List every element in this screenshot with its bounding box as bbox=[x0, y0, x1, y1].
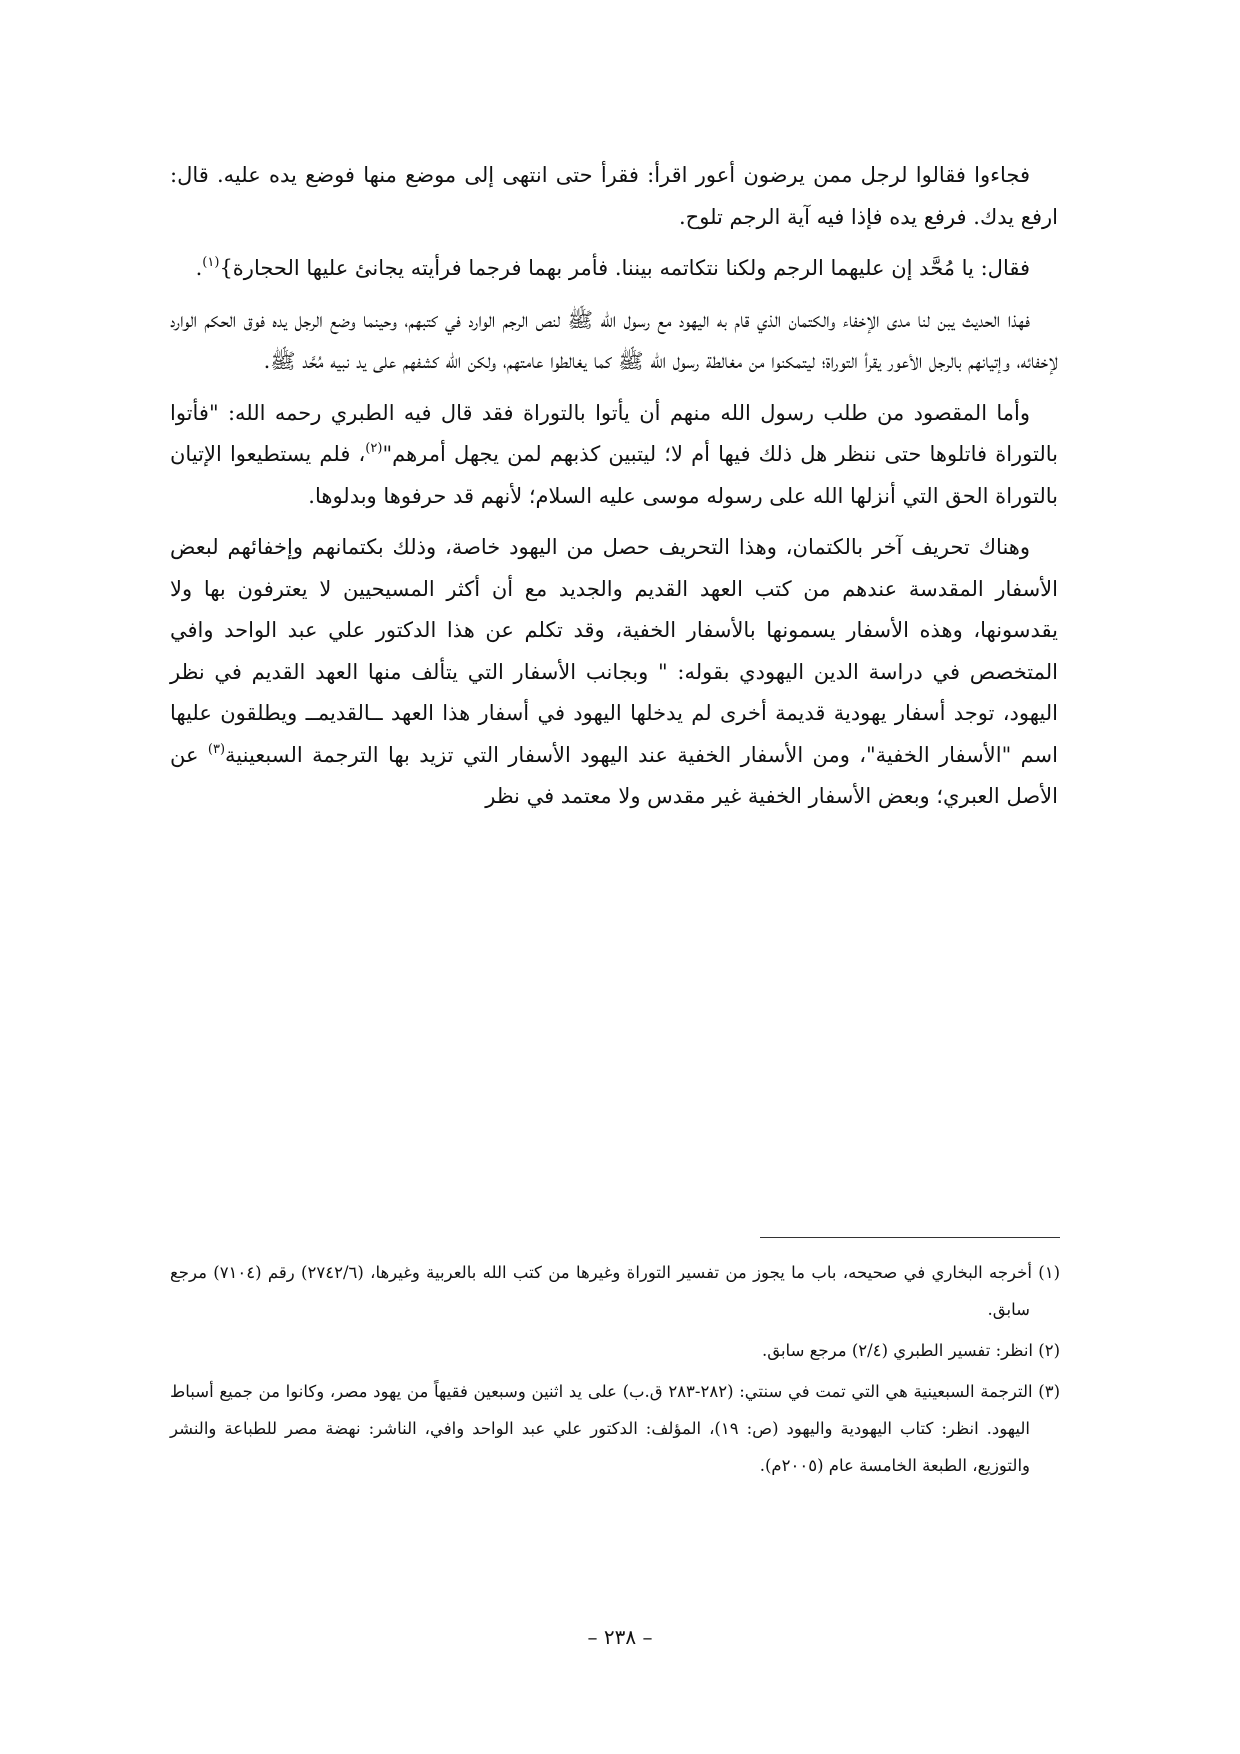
footnote-marker-1[interactable]: (١) bbox=[202, 255, 220, 270]
paragraph-tail: ، فلم يستطيعوا الإتيان بالتوراة الحق التي أنزلها الله على رسوله موسى عليه السلام؛ لأنهم قد حرفوها وبدلوها. bbox=[170, 442, 1058, 508]
paragraph-tail: . bbox=[195, 256, 203, 280]
footnote-separator bbox=[760, 1237, 1060, 1238]
footnotes bbox=[170, 1254, 1060, 1488]
paragraph-text: وهناك تحريف آخر بالكتمان، وهذا التحريف حصل من اليهود خاصة، وذلك بكتمانهم وإخفائهم لبعض الأسفار المقدسة عندهم من كتب العهد القديم والجديد مع أن أكثر المسيحيين لا يعترفون بها ولا يقدسونها، وهذه الأسفار يسمونها بالأسفار الخفية، وقد تكلم عن هذا الدكتور علي عبد الواحد وافي المتخصص في دراسة الدين اليهودي بقوله: " وبجانب الأسفار التي يتألف منها العهد القديم في نظر اليهود، توجد أسفار يهودية قديمة أخرى لم يدخلها اليهود في أسفار هذا العهد ــالقديمــ ويطلقون عليها اسم "الأسفار الخفية"، ومن الأسفار الخفية عند اليهود الأسفار التي تزيد بها الترجمة السبعينية bbox=[170, 535, 1058, 767]
paragraph-3 bbox=[170, 300, 1058, 383]
paragraph-text: وأما المقصود من طلب رسول الله منهم أن يأتوا بالتوراة فقد قال فيه الطبري رحمه الله: "فأتوا بالتوراة فاتلوها حتى ننظر هل ذلك فيها أم لا؛ ليتبين كذبهم لمن يجهل أمرهم" bbox=[170, 400, 1058, 466]
page-number: – ٢٣٨ – bbox=[587, 1625, 653, 1649]
footnote-marker-2[interactable]: (٢) bbox=[365, 441, 383, 456]
paragraph-text: فهذا الحديث يبن لنا مدى الإخفاء والكتمان الذي قام به اليهود مع رسول الله ﷺ لنص الرجم الوارد في كتبهم، وحينما وضع الرجل يده فوق الحكم الوارد لإخفائه، وإتيانهم بالرجل الأعور يقرأ التوراة؛ ليتمكنوا من مغالطة رسول الله ﷺ كما يغالطوا عامتهم، ولكن الله كشفهم على يد نبيه مُحَّد ﷺ. bbox=[170, 307, 1058, 373]
body-text bbox=[170, 155, 1058, 828]
paragraph-5 bbox=[170, 527, 1058, 818]
paragraph-tail: عن الأصل العبري؛ وبعض الأسفار الخفية غير مقدس ولا معتمد في نظر bbox=[170, 742, 1058, 808]
footnote-2: (٢) انظر: تفسير الطبري (٢/٤) مرجع سابق. bbox=[761, 1341, 1060, 1360]
footnote-3: (٣) الترجمة السبعينية هي التي تمت في سنتي: (٢٨٢-٢٨٣ ق.ب) على يد اثنين وسبعين فقيهاً من يهود مصر، وكانوا من جميع أسباط اليهود. انظر: كتاب اليهودية واليهود (ص: ١٩)، المؤلف: الدكتور علي عبد الواحد وافي، الناشر: نهضة مصر للطباعة والنشر والتوزيع، الطبعة الخامسة عام (٢٠٠٥م). bbox=[170, 1382, 1060, 1475]
footnote-marker-3[interactable]: (٣) bbox=[207, 741, 226, 757]
footnote-1: (١) أخرجه البخاري في صحيحه، باب ما يجوز من تفسير التوراة وغيرها من كتب الله بالعربية وغيرها، (٢٧٤٢/٦) رقم (٧١٠٤) مرجع سابق. bbox=[170, 1263, 1061, 1319]
paragraph-2 bbox=[170, 248, 1058, 290]
paragraph-text: فجاءوا فقالوا لرجل ممن يرضون أعور اقرأ: فقرأ حتى انتهى إلى موضع منها فوضع يده عليه. قال: ارفع يدك. فرفع يده فإذا فيه آية الرجم تلوح. bbox=[170, 163, 1058, 229]
paragraph-4 bbox=[170, 393, 1058, 518]
paragraph-text: فقال: يا مُحَّد إن عليهما الرجم ولكنا نتكاتمه بيننا. فأمر بهما فرجما فرأيته يجانئ عليها الحجارة} bbox=[219, 256, 1030, 280]
paragraph-1 bbox=[170, 155, 1058, 238]
